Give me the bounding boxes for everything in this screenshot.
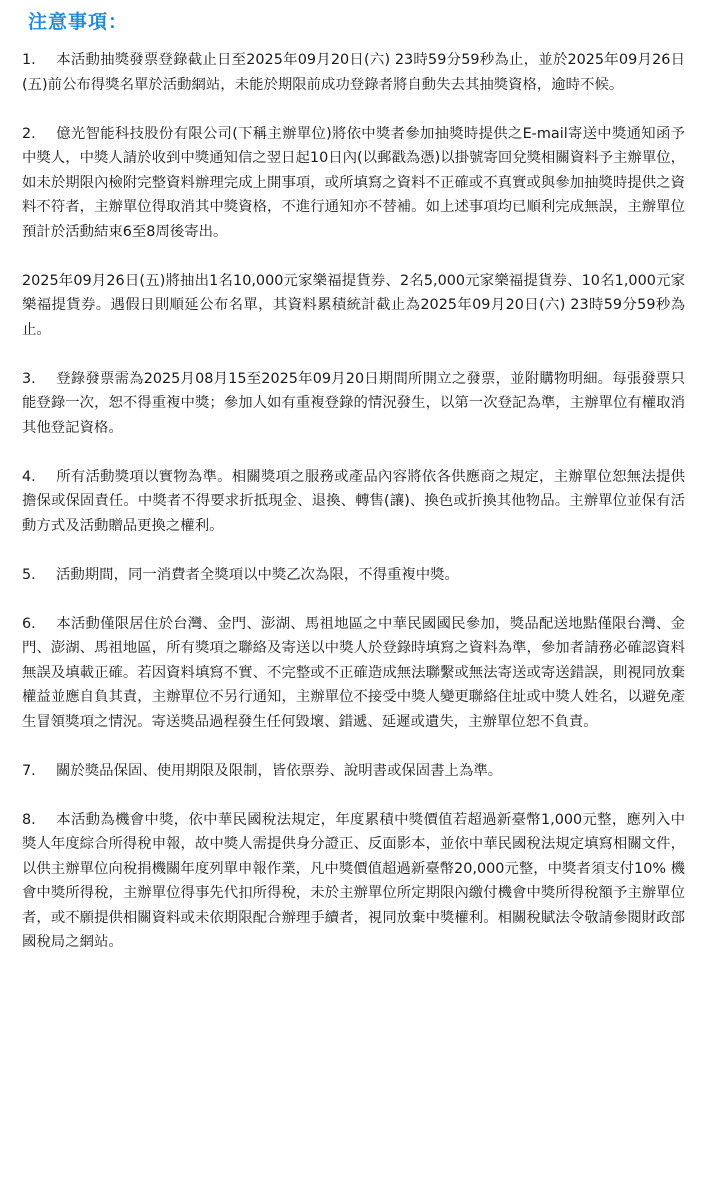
item-number: 3. — [22, 370, 36, 387]
item-text: 關於獎品保固、使用期限及限制，皆依票券、說明書或保固書上為準。 — [56, 762, 503, 779]
prize-announcement — [22, 269, 685, 343]
notice-item-7 — [22, 759, 685, 784]
item-number: 8. — [22, 811, 36, 828]
notice-item-6 — [22, 612, 685, 735]
notice-item-3 — [22, 367, 685, 441]
item-text: 登錄發票需為2025月08月15至2025年09月20日期間所開立之發票，並附購物明細。每張發票只能登錄一次，恕不得重複中獎；參加人如有重複登錄的情況發生，以第一次登記為準，主辦單位有權取消其他登記資格。 — [22, 370, 685, 436]
item-text: 2025年09月26日(五)將抽出1名10,000元家樂福提貨券、2名5,000元家樂福提貨券、10名1,000元家樂福提貨券。遇假日則順延公布名單，其資料累積統計截止為2025年09月20日(六) 23時59分59秒為止。 — [22, 272, 685, 338]
item-number: 2. — [22, 125, 36, 142]
notice-item-2 — [22, 122, 685, 245]
item-number: 7. — [22, 762, 36, 779]
item-text: 所有活動獎項以實物為準。相關獎項之服務或產品內容將依各供應商之規定，主辦單位恕無法提供擔保或保固責任。中獎者不得要求折抵現金、退換、轉售(讓)、換色或折換其他物品。主辦單位並保有活動方式及活動贈品更換之權利。 — [22, 468, 685, 534]
item-text: 本活動抽獎發票登錄截止日至2025年09月20日(六) 23時59分59秒為止，並於2025年09月26日(五)前公布得獎名單於活動網站，未能於期限前成功登錄者將自動失去其抽獎資格，逾時不候。 — [22, 52, 685, 93]
notice-item-8 — [22, 808, 685, 955]
item-text: 億光智能科技股份有限公司(下稱主辦單位)將依中獎者參加抽獎時提供之E-mail寄送中獎通知函予中獎人，中獎人請於收到中獎通知信之翌日起10日內(以郵戳為憑)以掛號寄回兌獎相關資料予主辦單位，如未於期限內檢附完整資料辦理完成上開事項，或所填寫之資料不正確或不真實或與參加抽獎時提供之資料不符者，主辦單位得取消其中獎資格，不進行通知亦不替補。如上述事項均已順利完成無誤，主辦單位預計於活動結束6至8周後寄出。 — [22, 125, 685, 240]
item-text: 本活動僅限居住於台灣、金門、澎湖、馬祖地區之中華民國國民參加，獎品配送地點僅限台灣、金門、澎湖、馬祖地區，所有獎項之聯絡及寄送以中獎人於登錄時填寫之資料為準，參加者請務必確認資料無誤及填載正確。若因資料填寫不實、不完整或不正確造成無法聯繫或無法寄送或寄送錯誤，則視同放棄權益並應自負其責，主辦單位不另行通知，主辦單位不接受中獎人變更聯絡住址或中獎人姓名，以避免產生冒領獎項之情況。寄送獎品過程發生任何毀壞、錯遞、延遲或遺失，主辦單位恕不負責。 — [22, 615, 685, 730]
notice-item-4 — [22, 465, 685, 539]
notice-title: 注意事項： — [28, 11, 129, 33]
item-number: 4. — [22, 468, 36, 485]
notice-item-5 — [22, 563, 685, 588]
item-number: 5. — [22, 566, 36, 583]
item-text: 本活動為機會中獎，依中華民國稅法規定，年度累積中獎價值若超過新臺幣1,000元整，應列入中獎人年度綜合所得稅申報，故中獎人需提供身分證正、反面影本，並依中華民國稅法規定填寫相關文件，以供主辦單位向稅捐機關年度列單申報作業，凡中獎價值超過新臺幣20,000元整，中獎者須支付10% 機會中獎所得稅，主辦單位得事先代扣所得稅，未於主辦單位所定期限內繳付機會中獎所得稅額予主辦單位者，或不願提供相關資料或未依期限配合辦理手續者，視同放棄中獎權利。相關稅賦法令敬請參閱財政部國稅局之網站。 — [22, 811, 685, 950]
notice-item-1 — [22, 48, 685, 97]
item-text: 活動期間，同一消費者全獎項以中獎乙次為限，不得重複中獎。 — [56, 566, 459, 583]
item-number: 1. — [22, 52, 36, 68]
item-number: 6. — [22, 615, 36, 632]
